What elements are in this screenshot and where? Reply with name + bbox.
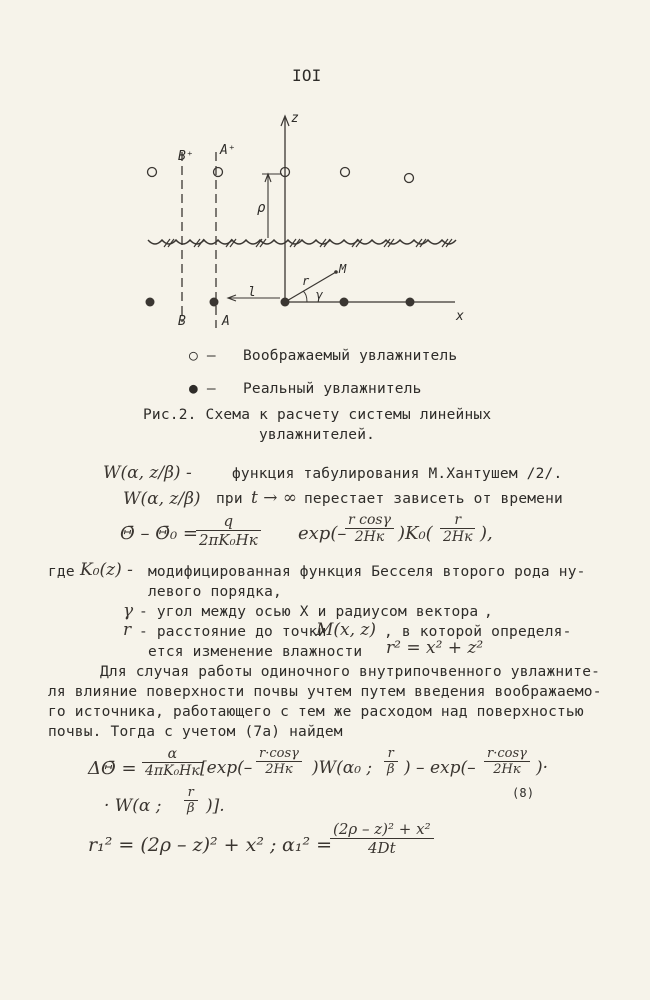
label-B-plus: B⁺ [178, 149, 194, 164]
real-source [210, 298, 219, 307]
point-M-text: M(x, z) [316, 620, 377, 640]
paragraph-line-2: ля влияние поверхности почвы учтем путем введения воображаемо- [48, 684, 602, 700]
soil-surface [148, 240, 456, 244]
imaginary-source [214, 168, 223, 177]
k0-description-1: модифицированная функция Бесселя второго рода ну- [148, 564, 586, 580]
paragraph-line-1: Для случая работы одиночного внутрипочвенного увлажните- [100, 664, 601, 680]
k0-symbol: K₀(z) - [80, 560, 133, 580]
legend-real-symbol: ● – [189, 381, 216, 397]
w-function-description: функция табулирования М.Хантушем /2/. [232, 466, 563, 482]
eq8-lhs: ΔΘ̄ = [88, 758, 137, 779]
imaginary-source [148, 168, 157, 177]
eq9-alpha: α₁² = [282, 834, 333, 856]
imaginary-source [405, 174, 414, 183]
eq1-fraction [196, 512, 261, 549]
eq8-line-2-numerator: r [184, 785, 198, 801]
eq8-line-2-close: )]. [206, 796, 225, 816]
r-description-3: ется изменение влажности [148, 644, 363, 660]
gamma-description: - угол между осью X и радиусом вектора [139, 604, 479, 620]
eq8-line-2-denominator: β [187, 801, 195, 816]
eq9-fraction [330, 820, 434, 857]
eq8-exp1-fraction [256, 746, 302, 777]
paragraph-line-3: го источника, работающего с тем же расходом над поверхностью [48, 704, 584, 720]
when-prefix: при [216, 491, 243, 507]
eq1-exp: exp(– [298, 523, 347, 544]
eq1-k0-fraction [440, 512, 475, 545]
gamma-comma: , [484, 604, 493, 620]
real-source [340, 298, 349, 307]
label-gamma: γ [316, 288, 324, 302]
r-formula: r² = x² + z² [386, 638, 484, 658]
eq8-exp1: [exp(– [200, 758, 253, 778]
w-function-symbol: W(α, z/β) - [103, 463, 192, 483]
eq8-exp1-numerator: r·cosγ [256, 746, 302, 762]
eq9-lhs: r₁² = (2ρ – z)² + x² ; [88, 834, 277, 856]
gamma-arc [303, 291, 307, 302]
z-axis-label: z [291, 111, 299, 126]
page-number: IOI [292, 66, 322, 85]
eq1-k0: )K₀( [398, 523, 433, 544]
eq1-close: ), [480, 523, 493, 544]
legend-imaginary-symbol: ○ – [189, 348, 216, 364]
eq8-w1: )W(α₀ ; [312, 758, 373, 778]
eq8-w1-fraction [384, 746, 398, 777]
eq1-exp-denominator: 2Hк [354, 529, 385, 545]
eq1-lhs: Θ̄ – Θ̄₀ = [120, 523, 198, 544]
eq8-w1-denominator: β [387, 762, 395, 777]
w-function-symbol-2: W(α, z/β) [123, 489, 201, 509]
x-axis-label: x [456, 309, 464, 324]
radius-vector [285, 272, 336, 302]
eq8-exp1-denominator: 2Hк [265, 762, 293, 777]
legend-real-text: Реальный увлажнитель [243, 381, 422, 397]
label-M: M [339, 262, 347, 276]
eq8-denominator: 4πK₀Hк [145, 763, 200, 779]
label-r: r [302, 274, 310, 288]
r-description-2: , в которой определя- [384, 624, 572, 640]
label-A-plus: A⁺ [220, 143, 236, 158]
k0-description-2: левого порядка, [148, 584, 282, 600]
where-word: где [48, 564, 75, 580]
eq8-numerator: α [142, 746, 203, 763]
time-limit: t → ∞ [251, 488, 298, 508]
eq8-exp2-denominator: 2Hк [493, 762, 521, 777]
eq9-denominator: 4Dt [368, 839, 396, 857]
eq8-line-2-fraction [184, 785, 198, 816]
eq8-w1-numerator: r [384, 746, 398, 762]
w-stop-text: перестает зависеть от времени [304, 491, 563, 507]
point-M [334, 270, 338, 274]
eq8-exp2-fraction [484, 746, 530, 777]
real-source [146, 298, 155, 307]
label-B: B [178, 314, 186, 329]
eq1-exp-numerator: r cosγ [345, 512, 394, 529]
figure-caption-line-1: Рис.2. Схема к расчету системы линейных [143, 407, 492, 423]
humidifier-scheme-diagram [0, 100, 650, 340]
r-description-1: - расстояние до точки [139, 624, 327, 640]
eq1-k0-numerator: r [440, 512, 475, 529]
gamma-symbol: γ [123, 601, 134, 621]
eq8-close: )· [536, 758, 549, 778]
equation-number-8: (8) [512, 786, 535, 800]
eq1-exp-fraction [345, 512, 394, 545]
eq1-denominator: 2πK₀Hк [199, 531, 258, 549]
eq8-exp2-numerator: r·cosγ [484, 746, 530, 762]
eq1-numerator: q [196, 512, 261, 531]
r-symbol: r [123, 620, 132, 640]
real-source [406, 298, 415, 307]
figure-caption-line-2: увлажнителей. [259, 427, 376, 443]
l-label: l [248, 285, 256, 300]
eq8-line-2: · W(α ; [104, 796, 162, 816]
paragraph-line-4: почвы. Тогда с учетом (7а) найдем [48, 724, 343, 740]
label-A: A [222, 314, 230, 329]
rho-label: ρ [257, 200, 266, 216]
eq1-k0-denominator: 2Hк [443, 529, 473, 545]
imaginary-source [341, 168, 350, 177]
eq8-exp2: ) – exp(– [404, 758, 476, 778]
legend-imaginary-text: Воображаемый увлажнитель [243, 348, 458, 364]
eq8-fraction [142, 746, 203, 779]
eq9-numerator: (2ρ – z)² + x² [330, 820, 434, 839]
